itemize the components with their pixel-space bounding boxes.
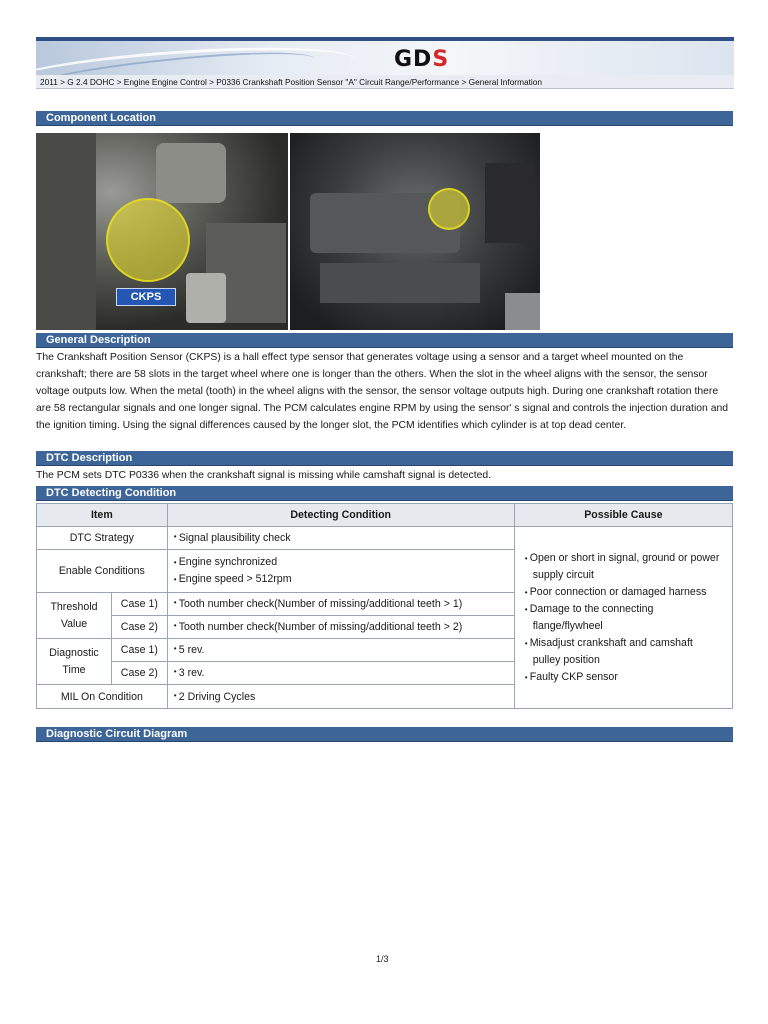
dtc-strategy-text: • Signal plausibility check — [174, 532, 291, 544]
photo-part-4 — [505, 293, 540, 330]
header-banner — [36, 37, 734, 75]
possible-causes-cell — [514, 527, 732, 709]
mil-value — [167, 685, 514, 709]
dtc-condition-table — [36, 503, 733, 709]
logo-accent: S — [432, 47, 450, 72]
photo-part-3 — [186, 273, 226, 323]
enable-conditions-label: Enable Conditions — [37, 550, 168, 593]
photo-part — [156, 143, 226, 203]
threshold-case1-value — [167, 593, 514, 616]
diagnostic-case2-label: Case 2) — [112, 662, 168, 685]
cause-item: • Open or short in signal, ground or power supply circuit — [525, 550, 722, 584]
enable-condition-item: • Engine synchronized — [174, 554, 508, 571]
header-item: Item — [37, 504, 168, 527]
enable-conditions-value — [167, 550, 514, 593]
threshold-case2-value — [167, 616, 514, 639]
page-number: 1/3 — [376, 954, 389, 964]
diagnostic-case2-value — [167, 662, 514, 685]
threshold-case1-text: • Tooth number check(Number of missing/additional teeth > 1) — [174, 598, 463, 610]
section-diagnostic-circuit-diagram: Diagnostic Circuit Diagram — [36, 727, 733, 742]
diagnostic-case2-text: • 3 rev. — [174, 667, 205, 679]
section-dtc-detecting-condition: DTC Detecting Condition — [36, 486, 733, 501]
engine-photo-overview — [290, 133, 540, 330]
threshold-case1-label: Case 1) — [112, 593, 168, 616]
section-general-description: General Description — [36, 333, 733, 348]
threshold-case2-label: Case 2) — [112, 616, 168, 639]
threshold-label — [37, 593, 112, 639]
engine-photo-closeup — [36, 133, 288, 330]
logo-main: GD — [394, 47, 433, 72]
mil-text: • 2 Driving Cycles — [174, 691, 256, 703]
threshold-label-line2: Value — [60, 617, 88, 630]
photo-part-2 — [320, 263, 480, 303]
photo-shade — [36, 133, 96, 330]
section-component-location: Component Location — [36, 111, 733, 126]
breadcrumb: 2011 > G 2.4 DOHC > Engine Engine Control > P0336 Crankshaft Position Sensor "A" Circuit Range/Performance > General Information — [36, 75, 734, 89]
header-possible-cause: Possible Cause — [514, 504, 732, 527]
enable-condition-item: • Engine speed > 512rpm — [174, 571, 508, 588]
gds-logo — [394, 47, 449, 72]
threshold-case2-text: • Tooth number check(Number of missing/additional teeth > 2) — [174, 621, 463, 633]
diagnostic-case1-text: • 5 rev. — [174, 644, 205, 656]
section-dtc-description: DTC Description — [36, 451, 733, 466]
cause-item: • Damage to the connecting flange/flywheel — [525, 601, 722, 635]
diagnostic-case1-value — [167, 639, 514, 662]
mil-label: MIL On Condition — [37, 685, 168, 709]
diagnostic-case1-label: Case 1) — [112, 639, 168, 662]
dtc-strategy-label: DTC Strategy — [37, 527, 168, 550]
dtc-strategy-value — [167, 527, 514, 550]
ckps-label: CKPS — [116, 288, 176, 306]
diagnostic-time-label-line2: Time — [62, 663, 86, 676]
diagnostic-time-label — [37, 639, 112, 685]
threshold-label-line1: Threshold — [50, 600, 98, 613]
table-row — [37, 527, 733, 550]
cause-item: • Faulty CKP sensor — [525, 669, 722, 686]
sensor-highlight — [428, 188, 470, 230]
header-detecting-condition: Detecting Condition — [167, 504, 514, 527]
diagnostic-time-label-line1: Diagnostic — [49, 646, 99, 659]
dtc-description-text: The PCM sets DTC P0336 when the crankshaft signal is missing while camshaft signal is detected. — [36, 470, 492, 481]
cause-item: • Misadjust crankshaft and camshaft pulley position — [525, 635, 722, 669]
cause-item: • Poor connection or damaged harness — [525, 584, 722, 601]
general-description-text: The Crankshaft Position Sensor (CKPS) is a hall effect type sensor that generates voltage using a sensor and a target wheel mounted on the crankshaft; there are 58 slots in the target wheel where one is longer than the others. When the slot in the wheel aligns with the sensor, the sensor voltage outputs low. When the metal (tooth) in the wheel aligns with the sensor, the sensor voltage outputs high. During one crankshaft rotation there are 58 rectangular signals and one longer signal. The PCM calculates engine RPM by using the sensor' s signal and controls the injection duration and the ignition timing. Using the signal differences caused by the longer slot, the PCM identifies which cylinder is at top dead center. — [36, 352, 729, 431]
sensor-highlight — [106, 198, 190, 282]
table-header-row — [37, 504, 733, 527]
photo-part-3 — [485, 163, 535, 243]
